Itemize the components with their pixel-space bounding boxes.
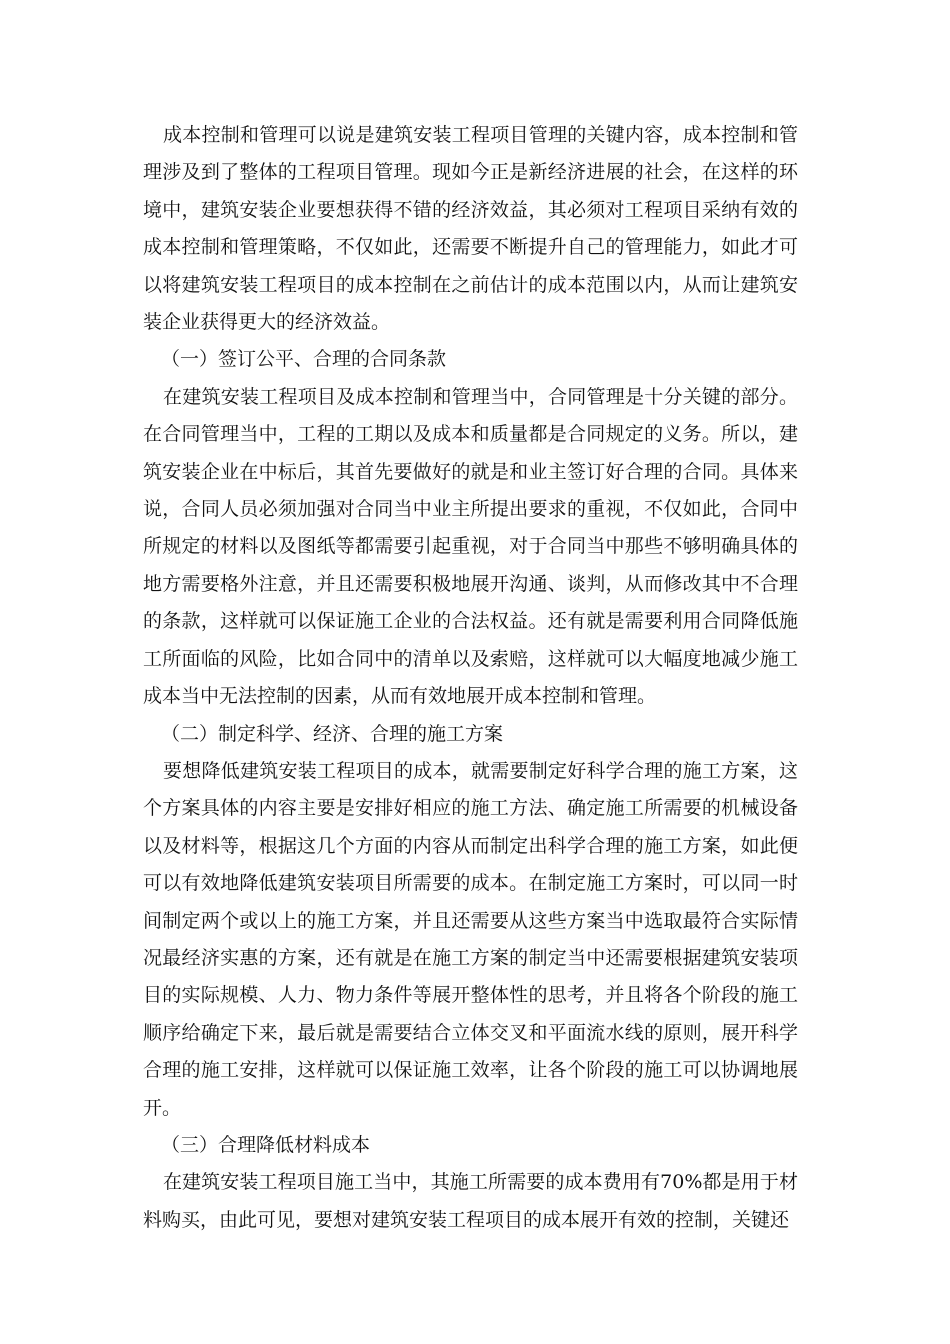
- paragraph-contract: 在建筑安装工程项目及成本控制和管理当中，合同管理是十分关键的部分。在合同管理当中，工程的工期以及成本和质量都是合同规定的义务。所以，建筑安装企业在中标后，其首先要做好的就是和业主签订好合理的合同。具体来说，合同人员必须加强对合同当中业主所提出要求的重视，不仅如此，合同中所规定的材料以及图纸等都需要引起重视，对于合同当中那些不够明确具体的地方需要格外注意，并且还需要积极地展开沟通、谈判，从而修改其中不合理的条款，这样就可以保证施工企业的合法权益。还有就是需要利用合同降低施工所面临的风险，比如合同中的清单以及索赔，这样就可以大幅度地减少施工成本当中无法控制的因素，从而有效地展开成本控制和管理。: [143, 385, 798, 708]
- paragraph-construction-plan: 要想降低建筑安装工程项目的成本，就需要制定好科学合理的施工方案，这个方案具体的内容主要是安排好相应的施工方法、确定施工所需要的机械设备以及材料等，根据这几个方面的内容从而制定出科学合理的施工方案，如此便可以有效地降低建筑安装项目所需要的成本。在制定施工方案时，可以同一时间制定两个或以上的施工方案，并且还需要从这些方案当中选取最符合实际情况最经济实惠的方案，还有就是在施工方案的制定当中还需要根据建筑安装项目的实际规模、人力、物力条件等展开整体性的思考，并且将各个阶段的施工顺序给确定下来，最后就是需要结合立体交叉和平面流水线的原则，展开科学合理的施工安排，这样就可以保证施工效率，让各个阶段的施工可以协调地展开。: [143, 759, 798, 1119]
- document-body: [143, 117, 798, 1239]
- paragraph-material-cost: 在建筑安装工程项目施工当中，其施工所需要的成本费用有70%都是用于材料购买，由此可见，要想对建筑安装工程项目的成本展开有效的控制，关键还: [143, 1171, 798, 1231]
- section-heading-1: （一）签订公平、合理的合同条款: [161, 348, 447, 371]
- paragraph-intro: 成本控制和管理可以说是建筑安装工程项目管理的关键内容，成本控制和管理涉及到了整体的工程项目管理。现如今正是新经济进展的社会，在这样的环境中，建筑安装企业要想获得不错的经济效益，其必须对工程项目采纳有效的成本控制和管理策略，不仅如此，还需要不断提升自己的管理能力，如此才可以将建筑安装工程项目的成本控制在之前估计的成本范围以内，从而让建筑安装企业获得更大的经济效益。: [143, 124, 798, 334]
- section-heading-2: （二）制定科学、经济、合理的施工方案: [161, 722, 504, 745]
- section-heading-3: （三）合理降低材料成本: [161, 1133, 371, 1156]
